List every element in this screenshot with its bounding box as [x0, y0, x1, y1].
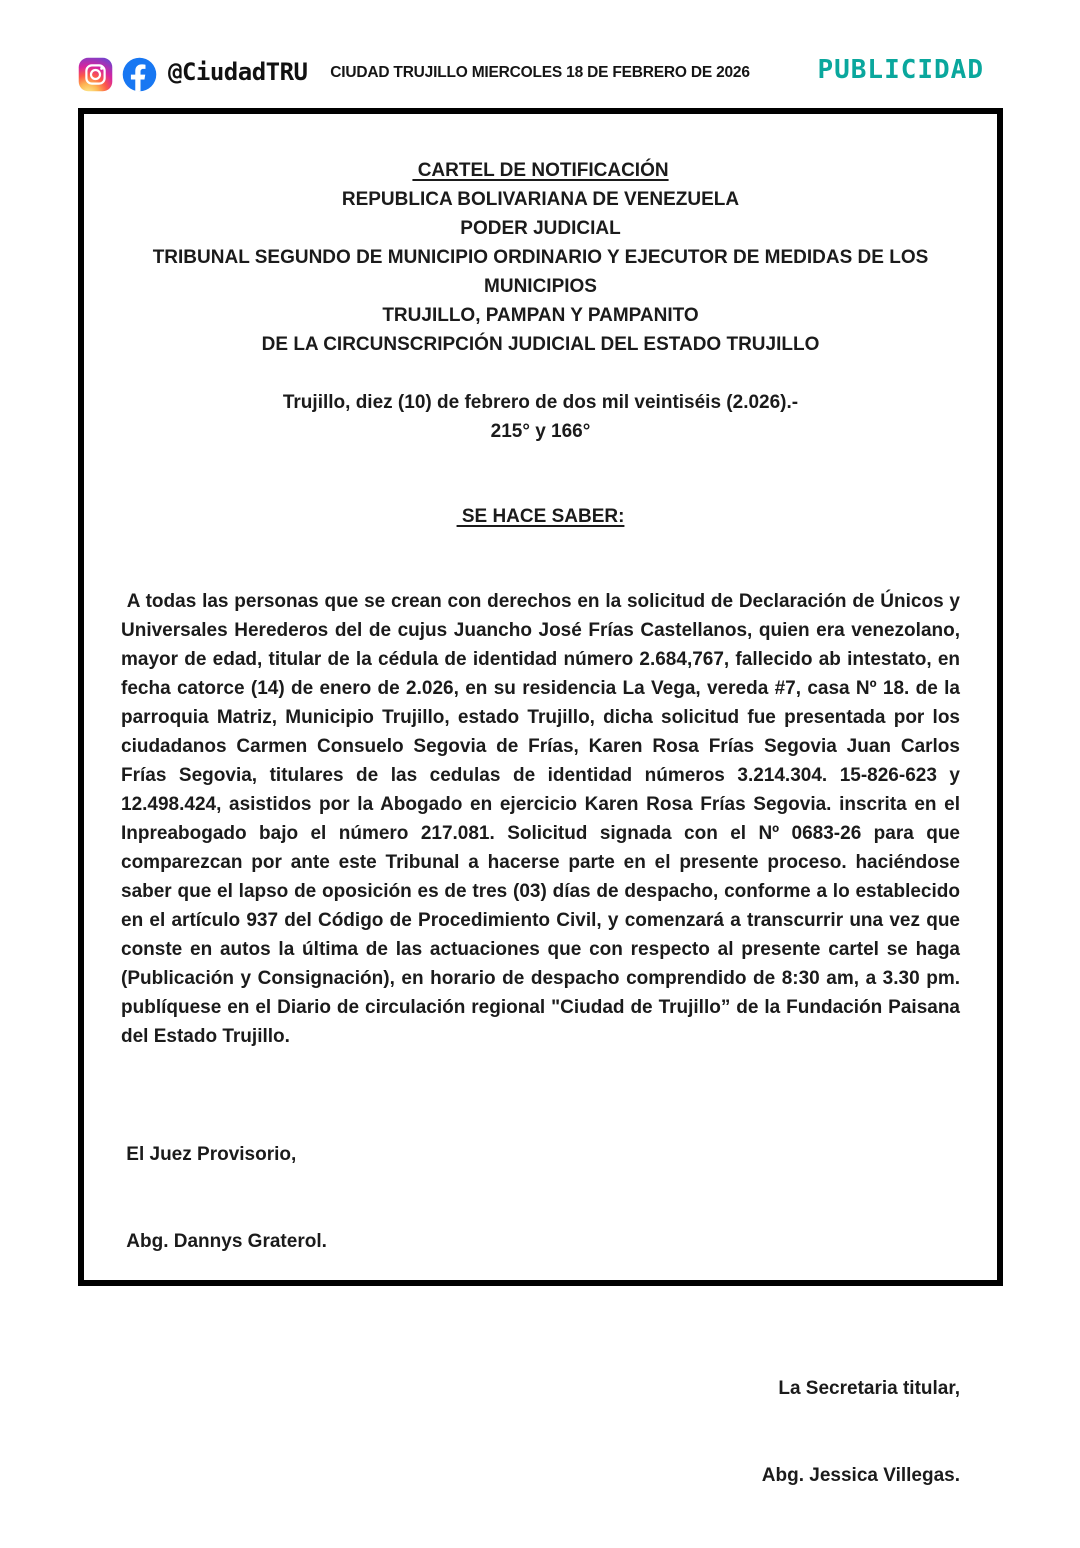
document-heading: [121, 156, 960, 359]
judge-name: Abg. Dannys Graterol.: [121, 1231, 327, 1252]
years-line: 215° y 166°: [490, 421, 591, 442]
heading-line-republic: REPUBLICA BOLIVARIANA DE VENEZUELA: [341, 189, 740, 210]
social-handle: @CiudadTRU: [168, 58, 308, 86]
date-block: [121, 388, 960, 446]
heading-line-tribunal: TRIBUNAL SEGUNDO DE MUNICIPIO ORDINARIO Y EJECUTOR DE MEDIDAS DE LOS MUNICIPIOS: [152, 247, 934, 297]
secretary-title: La Secretaria titular,: [778, 1378, 960, 1399]
notice-heading-block: [121, 502, 960, 531]
heading-line-municipios: TRUJILLO, PAMPAN Y PAMPANITO: [382, 305, 699, 326]
instagram-icon: [78, 57, 113, 92]
heading-line-circunscripcion: DE LA CIRCUNSCRIPCIÓN JUDICIAL DEL ESTADO TRUJILLO: [261, 334, 820, 355]
facebook-icon: [122, 57, 157, 92]
social-icons: [78, 57, 157, 92]
masthead-bar: [78, 52, 1002, 98]
legal-notice-document: [78, 108, 1003, 1486]
notice-body-paragraph: A todas las personas que se crean con derechos en la solicitud de Declaración de Únicos y Universales Herederos del de cujus Juancho José Frías Castellanos, quien era venezolano, mayor de edad, titular de la cédula de identidad número 2.684,767, fallecido ab intestato, en fecha catorce (14) de enero de 2.026, en su residencia La Vega, vereda #7, casa Nº 18. de la parroquia Matriz, Municipio Trujillo, estado Trujillo, dicha solicitud fue presentada por los ciudadanos Carmen Consuelo Segovia de Frías, Karen Rosa Frías Segovia Juan Carlos Frías Segovia, titulares de las cedulas de identidad números 3.214.304. 15-826-623 y 12.498.424, asistidos por la Abogado en ejercicio Karen Rosa Frías Segovia. inscrita en el Inpreabogado bajo el número 217.081. Solicitud signada con el Nº 0683-26 para que comparezcan por ante este Tribunal a hacerse parte en el presente proceso. haciéndose saber que el lapso de oposición es de tres (03) días de despacho, conforme a lo establecido en el artículo 937 del Código de Procedimiento Civil, y comenzará a transcurrir una vez que conste en autos la última de las actuaciones que con respecto al presente cartel se haga (Publicación y Consignación), en horario de despacho comprendido de 8:30 am, a 3.30 pm. publíquese en el Diario de circulación regional "Ciudad de Trujillo” de la Fundación Paisana del Estado Trujillo.: [121, 591, 966, 1047]
secretary-name: Abg. Jessica Villegas.: [761, 1465, 960, 1486]
masthead-title: CIUDAD TRUJILLO MIERCOLES 18 DE FEBRERO DE 2026: [330, 64, 750, 81]
judge-title: El Juez Provisorio,: [121, 1144, 297, 1165]
secretary-signature-block: [121, 1316, 960, 1548]
notice-heading: SE HACE SABER:: [456, 506, 625, 527]
heading-line-poder-judicial: PODER JUDICIAL: [460, 218, 621, 239]
document-title: CARTEL DE NOTIFICACIÓN: [412, 160, 669, 181]
publicidad-label: PUBLICIDAD: [817, 55, 984, 85]
date-line: Trujillo, diez (10) de febrero de dos mil veintiséis (2.026).-: [282, 392, 799, 413]
judge-signature-block: [121, 1082, 960, 1314]
